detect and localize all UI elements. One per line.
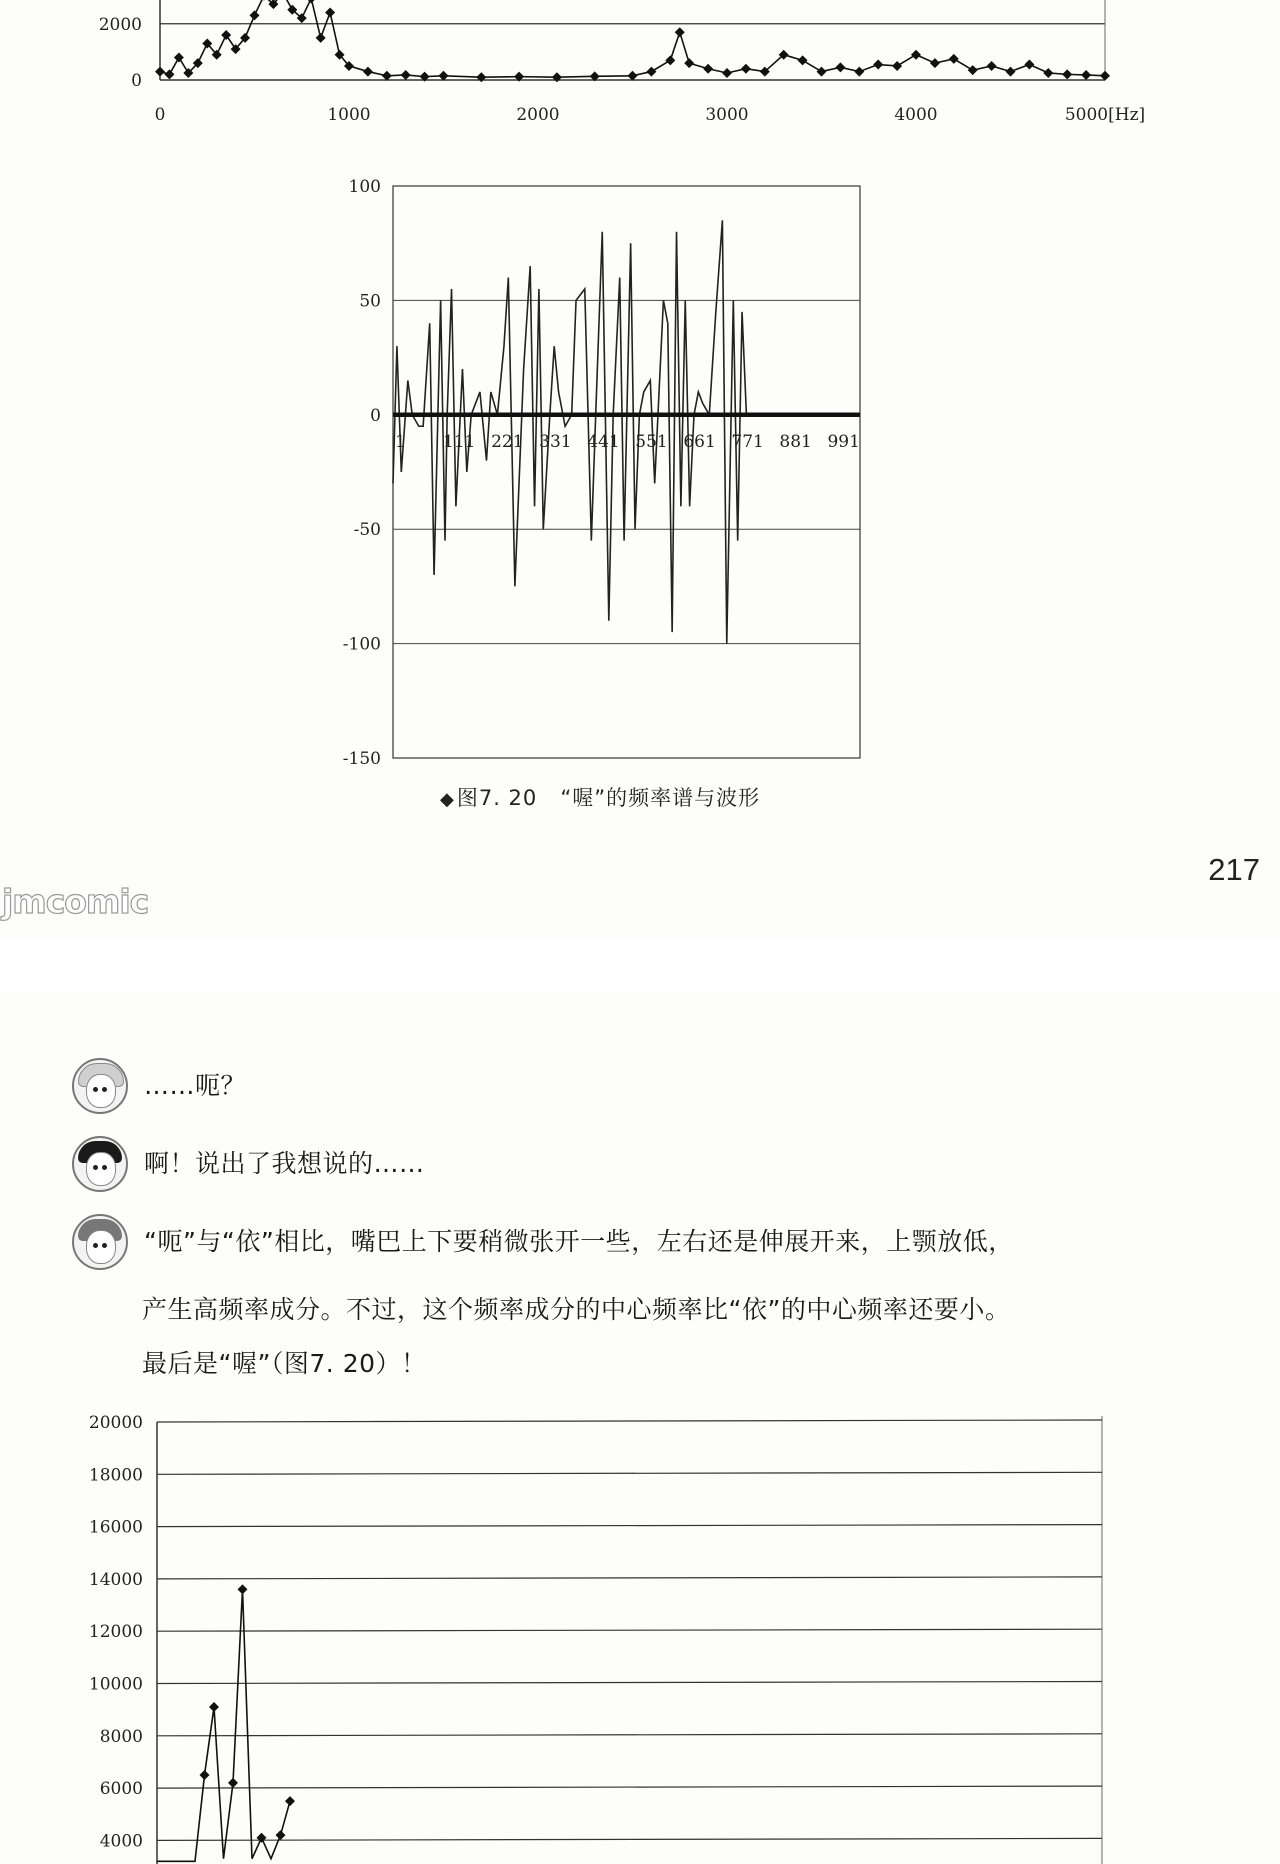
x-tick-label: 221 <box>491 431 524 452</box>
x-tick-label: 3000 <box>705 105 749 125</box>
x-tick-label: 4000 <box>894 105 938 125</box>
data-point <box>257 1833 267 1843</box>
x-tick-label: 991 <box>827 431 860 452</box>
figure-caption <box>440 782 840 812</box>
y-tick-label: 0 <box>131 71 142 91</box>
x-tick-label: 5000[Hz] <box>1064 105 1146 125</box>
y-tick-label: 0 <box>370 405 381 426</box>
x-tick-label: 0 <box>154 105 166 125</box>
data-point <box>228 1778 238 1788</box>
x-tick-label: 2000 <box>516 105 560 125</box>
y-tick-label: 12000 <box>88 1622 143 1643</box>
x-tick-label: 441 <box>587 431 620 452</box>
y-tick-label: 10000 <box>88 1674 143 1695</box>
gridline <box>157 1838 1102 1840</box>
gridline <box>157 1525 1102 1527</box>
data-point <box>276 1830 286 1840</box>
waveform-chart <box>0 0 1280 780</box>
page-bottom <box>0 990 1280 1864</box>
gridline <box>157 1734 1102 1736</box>
x-tick-label: 331 <box>539 431 572 452</box>
x-tick-label: 1 <box>395 431 406 452</box>
paragraph-line-2: 产生高频率成分。不过，这个频率成分的中心频率比“依”的中心频率还要小。 <box>142 1295 1011 1324</box>
gridline <box>157 1629 1102 1631</box>
data-point <box>209 1702 219 1712</box>
data-point <box>238 1584 248 1594</box>
y-tick-label: 50 <box>359 291 381 312</box>
y-tick-label: -150 <box>342 749 381 769</box>
x-tick-label: 551 <box>635 431 668 452</box>
data-point <box>200 1770 210 1780</box>
figure-label: 图7. 20 <box>456 786 538 810</box>
dialogue-text: 啊！说出了我想说的…… <box>144 1149 425 1178</box>
y-tick-label: -100 <box>342 634 381 655</box>
gridline <box>157 1786 1102 1788</box>
x-tick-label: 661 <box>683 431 716 452</box>
y-tick-label: 4000 <box>99 1831 143 1852</box>
y-tick-label: 18000 <box>88 1465 143 1486</box>
diamond-bullet-icon: ◆ <box>440 789 455 810</box>
x-tick-label: 111 <box>443 431 476 452</box>
gridline <box>157 1577 1102 1579</box>
gridline <box>157 1472 1102 1474</box>
paragraph-line-3: 最后是“喔”（图7. 20）！ <box>142 1349 427 1378</box>
series-line <box>157 1589 290 1861</box>
y-tick-label: -50 <box>353 520 381 541</box>
x-tick-label: 771 <box>731 431 764 452</box>
dialogue-text: ……呃？ <box>144 1071 247 1100</box>
y-tick-label: 8000 <box>99 1726 143 1747</box>
watermark-logo: jmcomic <box>2 882 149 921</box>
y-tick-label: 16000 <box>88 1517 143 1538</box>
dialogue-text: “呃”与“依”相比，嘴巴上下要稍微张开一些，左右还是伸展开来，上颚放低， <box>144 1227 1014 1256</box>
x-tick-label: 1000 <box>327 105 371 125</box>
plot-frame <box>393 186 860 758</box>
data-point <box>285 1796 295 1806</box>
y-tick-label: 6000 <box>99 1779 143 1800</box>
gridline <box>157 1682 1102 1684</box>
y-tick-label: 14000 <box>88 1569 143 1590</box>
figure-title: “喔”的频率谱与波形 <box>560 786 761 810</box>
y-tick-label: 2000 <box>98 14 142 35</box>
y-tick-label: 20000 <box>88 1413 143 1433</box>
page-number: 217 <box>1208 852 1260 887</box>
y-tick-label: 100 <box>348 177 381 197</box>
x-tick-label: 881 <box>779 431 812 452</box>
gridline <box>157 1420 1102 1422</box>
spectrum-chart-bottom <box>0 990 1280 1864</box>
